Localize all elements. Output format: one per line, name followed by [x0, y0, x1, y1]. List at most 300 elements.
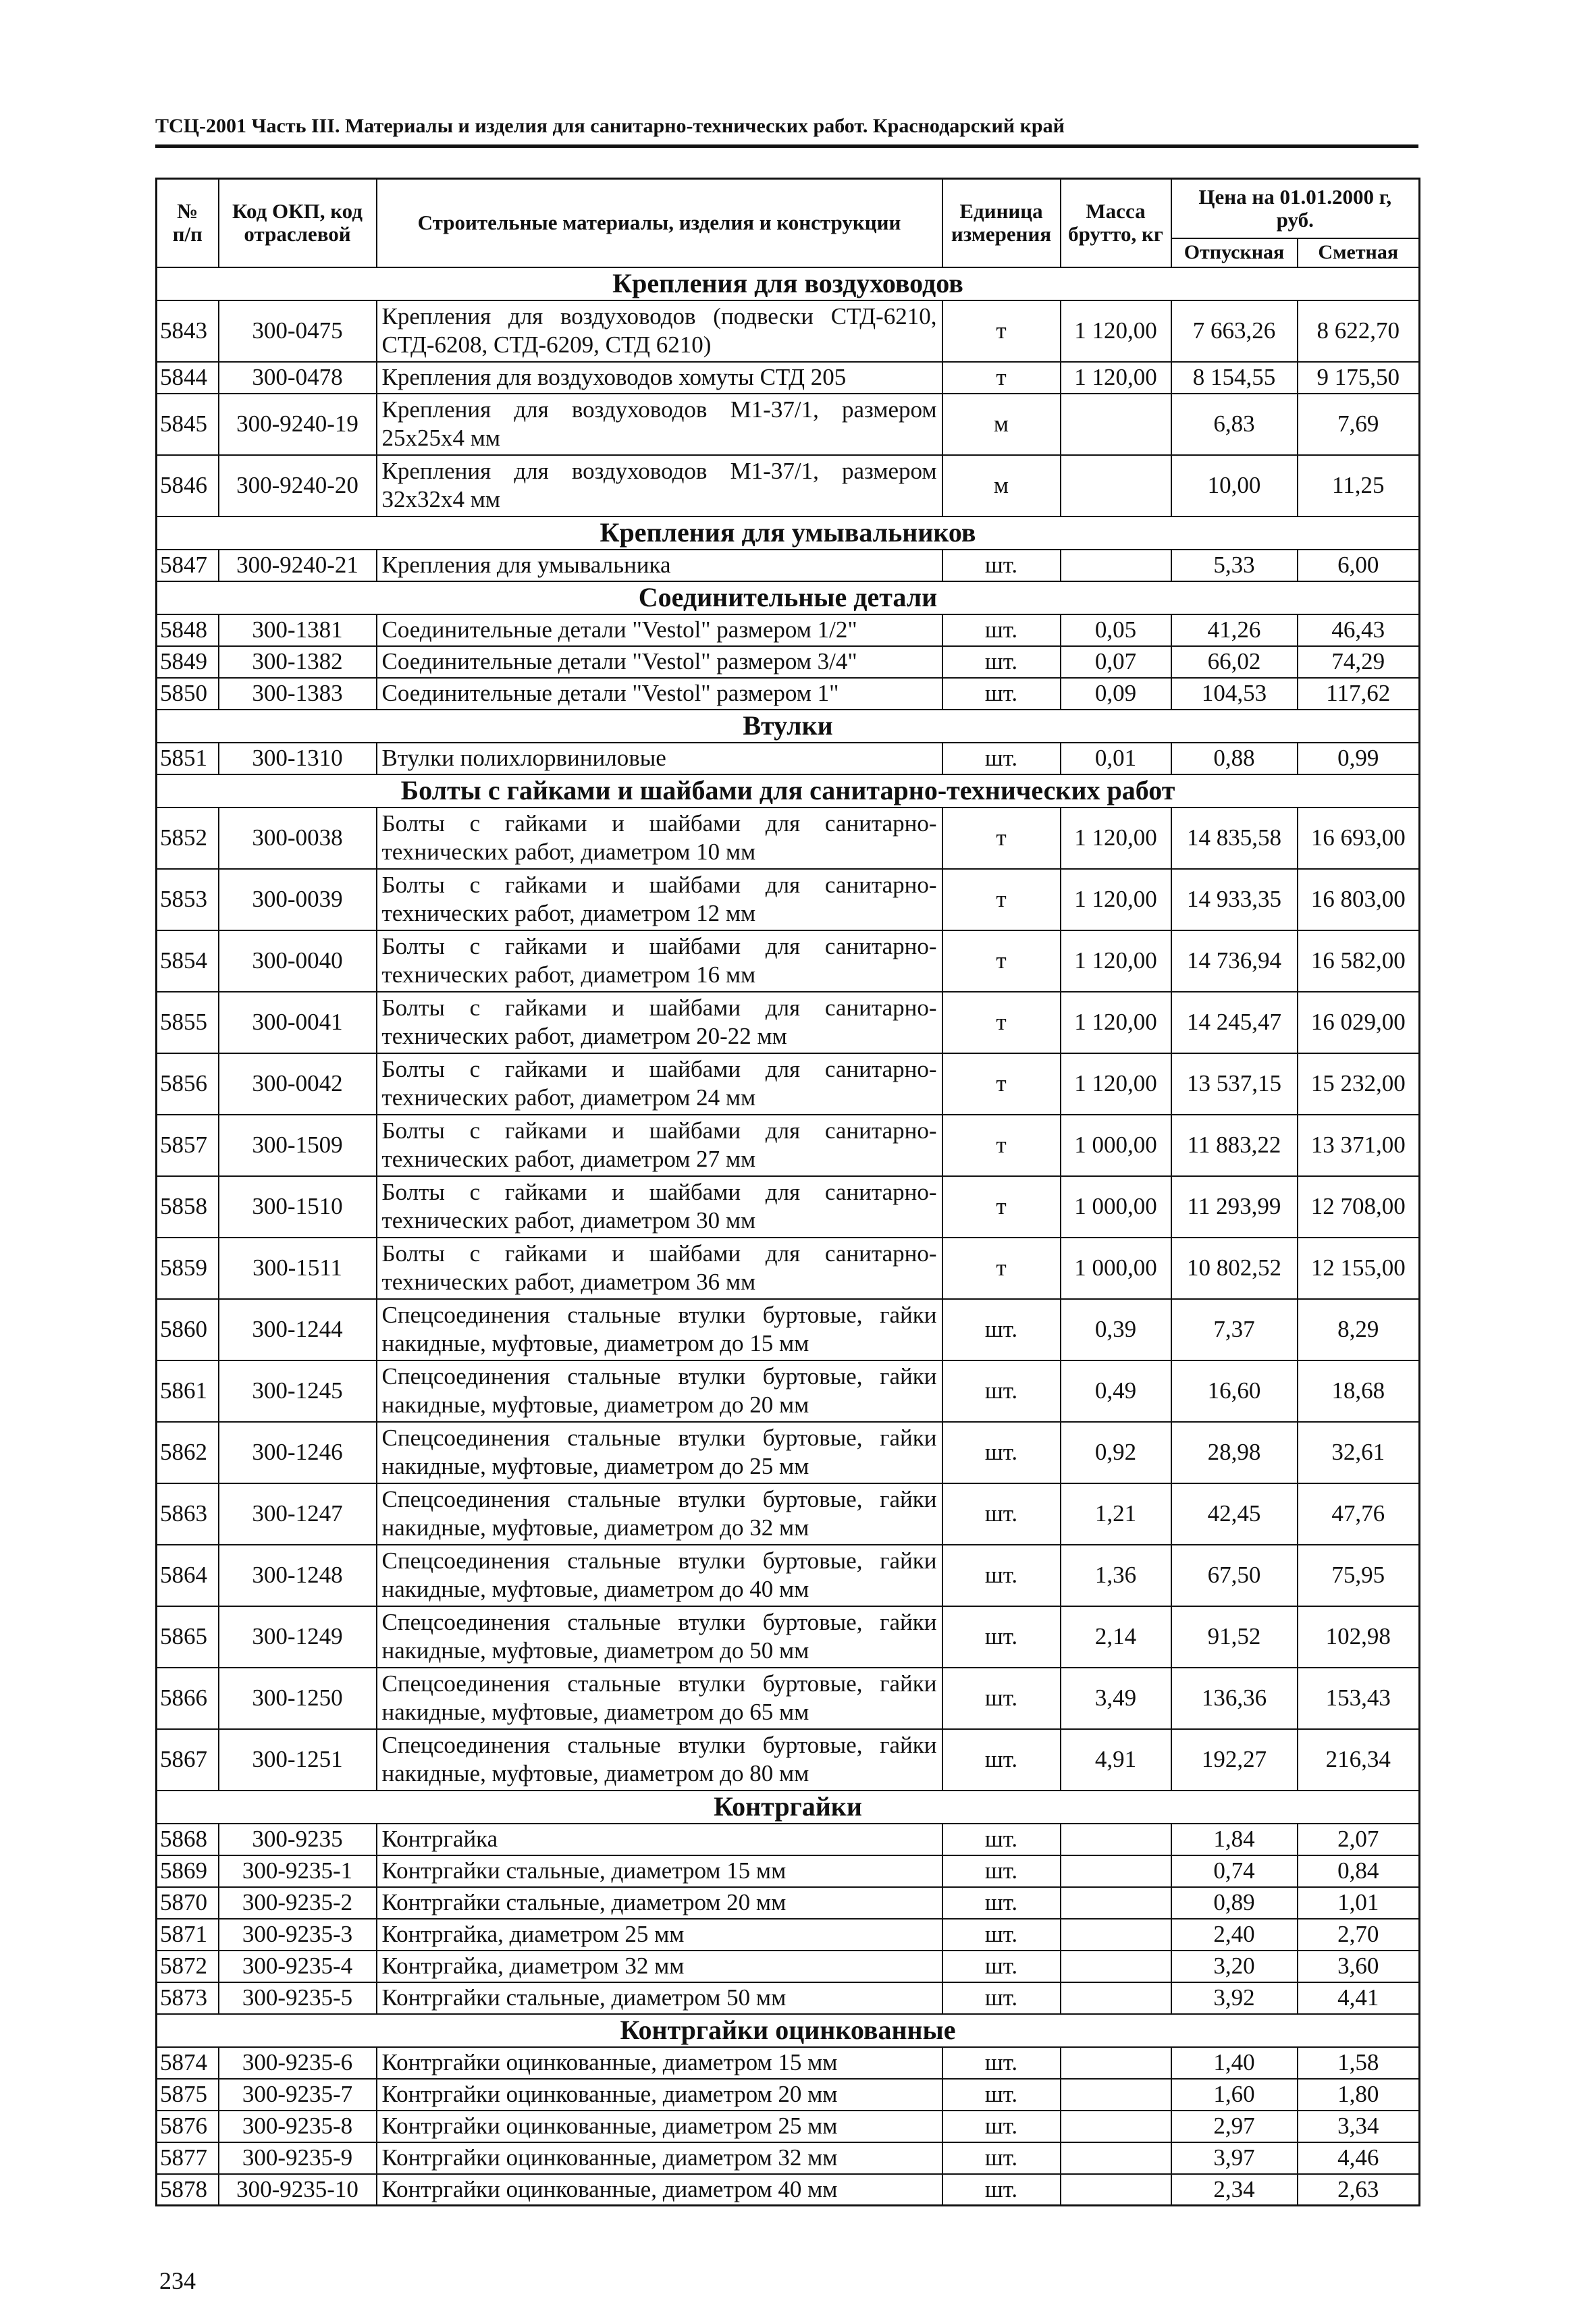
- okp-code: 300-9235-3: [219, 1919, 377, 1951]
- material-name: [377, 1729, 942, 1791]
- okp-code: 300-1383: [219, 678, 377, 710]
- material-name: [377, 455, 942, 517]
- row-number: 5865: [157, 1606, 219, 1668]
- gross-mass: 0,92: [1061, 1422, 1171, 1483]
- material-name-line: Болты с гайками и шайбами для санитарно-: [381, 1240, 937, 1267]
- estimate-price: 8 622,70: [1298, 300, 1420, 362]
- material-name-line: Болты с гайками и шайбами для санитарно-: [381, 933, 937, 959]
- estimate-price: 2,63: [1298, 2174, 1420, 2206]
- section-title: Контргайки оцинкованные: [157, 2014, 1420, 2047]
- row-number: 5849: [157, 646, 219, 678]
- gross-mass: [1061, 1824, 1171, 1855]
- estimate-price: 32,61: [1298, 1422, 1420, 1483]
- table-row: [157, 455, 1420, 517]
- material-name-line: Контргайки стальные, диаметром 20 мм: [381, 1889, 787, 1915]
- row-number: 5861: [157, 1360, 219, 1422]
- material-name-line: технических работ, диаметром 16 мм: [381, 961, 756, 988]
- unit-of-measure: т: [942, 1238, 1061, 1299]
- row-number: 5878: [157, 2174, 219, 2206]
- row-number: 5875: [157, 2079, 219, 2111]
- table-row: [157, 2111, 1420, 2142]
- material-name-line: накидные, муфтовые, диаметром до 15 мм: [381, 1330, 809, 1356]
- material-name-line: Соединительные детали "Vestol" размером 1": [381, 680, 839, 706]
- row-number: 5876: [157, 2111, 219, 2142]
- material-name: [377, 362, 942, 394]
- release-price: 7,37: [1171, 1299, 1298, 1360]
- okp-code: 300-1250: [219, 1668, 377, 1729]
- unit-of-measure: шт.: [942, 550, 1061, 581]
- table-row: [157, 1824, 1420, 1855]
- gross-mass: 1 120,00: [1061, 1053, 1171, 1115]
- unit-of-measure: шт.: [942, 743, 1061, 774]
- gross-mass: 3,49: [1061, 1668, 1171, 1729]
- gross-mass: 0,09: [1061, 678, 1171, 710]
- material-name: [377, 678, 942, 710]
- gross-mass: [1061, 2079, 1171, 2111]
- material-name-line: 32х32х4 мм: [381, 486, 501, 512]
- unit-of-measure: шт.: [942, 1855, 1061, 1887]
- material-name-line: Крепления для умывальника: [381, 552, 671, 578]
- estimate-price: 15 232,00: [1298, 1053, 1420, 1115]
- estimate-price: 16 803,00: [1298, 869, 1420, 930]
- release-price: 11 883,22: [1171, 1115, 1298, 1176]
- material-name-line: технических работ, диаметром 27 мм: [381, 1146, 756, 1172]
- material-name-line: накидные, муфтовые, диаметром до 25 мм: [381, 1453, 809, 1479]
- material-name-line: Спецсоединения стальные втулки буртовые, гайки: [381, 1302, 937, 1328]
- okp-code: 300-1244: [219, 1299, 377, 1360]
- material-name-line: Спецсоединения стальные втулки буртовые, гайки: [381, 1363, 937, 1389]
- material-name: [377, 992, 942, 1053]
- release-price: 11 293,99: [1171, 1176, 1298, 1238]
- estimate-price: 16 029,00: [1298, 992, 1420, 1053]
- row-number: 5858: [157, 1176, 219, 1238]
- column-header-line: п/п: [172, 222, 203, 246]
- material-name-line: Крепления для воздуховодов М1-37/1, размером: [381, 458, 937, 484]
- row-number: 5872: [157, 1951, 219, 1982]
- estimate-price: 3,34: [1298, 2111, 1420, 2142]
- header-rule: [155, 144, 1418, 148]
- material-name-line: Болты с гайками и шайбами для санитарно-: [381, 1117, 937, 1144]
- gross-mass: [1061, 1982, 1171, 2014]
- unit-of-measure: т: [942, 869, 1061, 930]
- row-number: 5853: [157, 869, 219, 930]
- estimate-price: 2,70: [1298, 1919, 1420, 1951]
- table-row: [157, 1115, 1420, 1176]
- okp-code: 300-0040: [219, 930, 377, 992]
- unit-of-measure: шт.: [942, 1729, 1061, 1791]
- okp-code: 300-9235-8: [219, 2111, 377, 2142]
- gross-mass: 1,36: [1061, 1545, 1171, 1606]
- material-name: [377, 2142, 942, 2174]
- unit-of-measure: шт.: [942, 1360, 1061, 1422]
- column-header-name: [377, 179, 942, 267]
- okp-code: 300-1245: [219, 1360, 377, 1422]
- unit-of-measure: шт.: [942, 646, 1061, 678]
- column-header-line: измерения: [951, 222, 1052, 246]
- gross-mass: [1061, 2142, 1171, 2174]
- material-name-line: Контргайки оцинкованные, диаметром 32 мм: [381, 2144, 838, 2171]
- gross-mass: 1 120,00: [1061, 300, 1171, 362]
- material-name: [377, 550, 942, 581]
- release-price: 14 933,35: [1171, 869, 1298, 930]
- column-header-line: Цена на 01.01.2000 г,: [1198, 184, 1392, 209]
- row-number: 5874: [157, 2047, 219, 2079]
- release-price: 1,40: [1171, 2047, 1298, 2079]
- okp-code: 300-1249: [219, 1606, 377, 1668]
- gross-mass: [1061, 1887, 1171, 1919]
- estimate-price: 12 708,00: [1298, 1176, 1420, 1238]
- unit-of-measure: шт.: [942, 1606, 1061, 1668]
- material-name: [377, 1053, 942, 1115]
- material-name: [377, 646, 942, 678]
- release-price: 3,97: [1171, 2142, 1298, 2174]
- material-name-line: Спецсоединения стальные втулки буртовые, гайки: [381, 1670, 937, 1697]
- okp-code: 300-0478: [219, 362, 377, 394]
- material-name: [377, 1422, 942, 1483]
- section-header-row: [157, 517, 1420, 550]
- section-title: Крепления для воздуховодов: [157, 267, 1420, 300]
- unit-of-measure: т: [942, 1176, 1061, 1238]
- row-number: 5848: [157, 614, 219, 646]
- estimate-price: 0,99: [1298, 743, 1420, 774]
- material-name: [377, 869, 942, 930]
- estimate-price: 47,76: [1298, 1483, 1420, 1545]
- table-row: [157, 362, 1420, 394]
- estimate-price: 12 155,00: [1298, 1238, 1420, 1299]
- material-name-line: Контргайки оцинкованные, диаметром 40 мм: [381, 2175, 838, 2202]
- okp-code: 300-9235-9: [219, 2142, 377, 2174]
- row-number: 5855: [157, 992, 219, 1053]
- release-price: 7 663,26: [1171, 300, 1298, 362]
- gross-mass: [1061, 2047, 1171, 2079]
- table-row: [157, 614, 1420, 646]
- release-price: 10,00: [1171, 455, 1298, 517]
- gross-mass: 1 120,00: [1061, 930, 1171, 992]
- table-row: [157, 550, 1420, 581]
- section-title: Болты с гайками и шайбами для санитарно-технических работ: [157, 774, 1420, 808]
- estimate-price: 2,07: [1298, 1824, 1420, 1855]
- row-number: 5868: [157, 1824, 219, 1855]
- material-name-line: накидные, муфтовые, диаметром до 40 мм: [381, 1576, 809, 1602]
- gross-mass: 1,21: [1061, 1483, 1171, 1545]
- release-price: 2,40: [1171, 1919, 1298, 1951]
- row-number: 5863: [157, 1483, 219, 1545]
- row-number: 5857: [157, 1115, 219, 1176]
- material-name-line: накидные, муфтовые, диаметром до 32 мм: [381, 1514, 809, 1541]
- estimate-price: 16 582,00: [1298, 930, 1420, 992]
- column-header-line: №: [177, 199, 198, 223]
- material-name-line: Крепления для воздуховодов хомуты СТД 205: [381, 364, 847, 390]
- material-name-line: Контргайка, диаметром 32 мм: [381, 1953, 685, 1979]
- release-price: 66,02: [1171, 646, 1298, 678]
- table-row: [157, 394, 1420, 455]
- unit-of-measure: т: [942, 992, 1061, 1053]
- estimate-price: 102,98: [1298, 1606, 1420, 1668]
- table-row: [157, 2079, 1420, 2111]
- material-name: [377, 614, 942, 646]
- row-number: 5859: [157, 1238, 219, 1299]
- column-header-unit: [942, 179, 1061, 267]
- table-row: [157, 1855, 1420, 1887]
- unit-of-measure: шт.: [942, 2079, 1061, 2111]
- material-name-line: технических работ, диаметром 36 мм: [381, 1269, 756, 1295]
- unit-of-measure: м: [942, 394, 1061, 455]
- material-name: [377, 1668, 942, 1729]
- estimate-price: 153,43: [1298, 1668, 1420, 1729]
- unit-of-measure: шт.: [942, 2142, 1061, 2174]
- material-name-line: Контргайки стальные, диаметром 50 мм: [381, 1984, 787, 2011]
- material-name-line: технических работ, диаметром 24 мм: [381, 1084, 756, 1111]
- table-row: [157, 743, 1420, 774]
- section-title: Контргайки: [157, 1791, 1420, 1824]
- material-name-line: Крепления для воздуховодов М1-37/1, размером: [381, 396, 937, 423]
- okp-code: 300-9235-5: [219, 1982, 377, 2014]
- table-row: [157, 1887, 1420, 1919]
- document-header: ТСЦ-2001 Часть III. Материалы и изделия для санитарно-технических работ. Краснодарский край: [155, 115, 1065, 137]
- table-header: [157, 179, 1420, 267]
- estimate-price: 3,60: [1298, 1951, 1420, 1982]
- okp-code: 300-9235-2: [219, 1887, 377, 1919]
- section-title: Втулки: [157, 710, 1420, 743]
- release-price: 28,98: [1171, 1422, 1298, 1483]
- table-row: [157, 1176, 1420, 1238]
- row-number: 5856: [157, 1053, 219, 1115]
- price-table: [155, 178, 1420, 2206]
- release-price: 5,33: [1171, 550, 1298, 581]
- unit-of-measure: т: [942, 808, 1061, 869]
- column-header-line: Код ОКП, код: [232, 199, 363, 223]
- column-header-price: [1171, 179, 1420, 238]
- unit-of-measure: шт.: [942, 678, 1061, 710]
- okp-code: 300-1511: [219, 1238, 377, 1299]
- release-price: 104,53: [1171, 678, 1298, 710]
- unit-of-measure: шт.: [942, 1299, 1061, 1360]
- material-name: [377, 1855, 942, 1887]
- estimate-price: 0,84: [1298, 1855, 1420, 1887]
- gross-mass: 1 120,00: [1061, 808, 1171, 869]
- estimate-price: 4,46: [1298, 2142, 1420, 2174]
- column-header-estimate-price: Сметная: [1298, 238, 1420, 267]
- row-number: 5862: [157, 1422, 219, 1483]
- release-price: 42,45: [1171, 1483, 1298, 1545]
- okp-code: 300-0475: [219, 300, 377, 362]
- estimate-price: 11,25: [1298, 455, 1420, 517]
- section-header-row: [157, 1791, 1420, 1824]
- estimate-price: 6,00: [1298, 550, 1420, 581]
- table-row: [157, 1545, 1420, 1606]
- material-name-line: Спецсоединения стальные втулки буртовые, гайки: [381, 1425, 937, 1451]
- release-price: 67,50: [1171, 1545, 1298, 1606]
- okp-code: 300-9240-20: [219, 455, 377, 517]
- row-number: 5851: [157, 743, 219, 774]
- okp-code: 300-0042: [219, 1053, 377, 1115]
- column-header-number: [157, 179, 219, 267]
- gross-mass: 2,14: [1061, 1606, 1171, 1668]
- estimate-price: 8,29: [1298, 1299, 1420, 1360]
- material-name-line: Соединительные детали "Vestol" размером 1/2": [381, 616, 857, 643]
- okp-code: 300-1246: [219, 1422, 377, 1483]
- table-row: [157, 1053, 1420, 1115]
- gross-mass: 1 000,00: [1061, 1176, 1171, 1238]
- gross-mass: 0,07: [1061, 646, 1171, 678]
- material-name-line: технических работ, диаметром 30 мм: [381, 1207, 756, 1234]
- release-price: 2,97: [1171, 2111, 1298, 2142]
- gross-mass: 0,01: [1061, 743, 1171, 774]
- okp-code: 300-9240-19: [219, 394, 377, 455]
- gross-mass: [1061, 455, 1171, 517]
- row-number: 5873: [157, 1982, 219, 2014]
- release-price: 1,84: [1171, 1824, 1298, 1855]
- okp-code: 300-9235-6: [219, 2047, 377, 2079]
- okp-code: 300-1509: [219, 1115, 377, 1176]
- material-name: [377, 1951, 942, 1982]
- table-row: [157, 1951, 1420, 1982]
- unit-of-measure: шт.: [942, 1824, 1061, 1855]
- okp-code: 300-1251: [219, 1729, 377, 1791]
- material-name-line: Контргайки стальные, диаметром 15 мм: [381, 1857, 787, 1884]
- material-name-line: Болты с гайками и шайбами для санитарно-: [381, 810, 937, 837]
- okp-code: 300-0041: [219, 992, 377, 1053]
- release-price: 14 835,58: [1171, 808, 1298, 869]
- okp-code: 300-1248: [219, 1545, 377, 1606]
- material-name: [377, 1360, 942, 1422]
- material-name: [377, 2111, 942, 2142]
- release-price: 10 802,52: [1171, 1238, 1298, 1299]
- material-name: [377, 1982, 942, 2014]
- section-header-row: [157, 581, 1420, 614]
- section-title: Соединительные детали: [157, 581, 1420, 614]
- okp-code: 300-1310: [219, 743, 377, 774]
- release-price: 0,89: [1171, 1887, 1298, 1919]
- page-number: 234: [159, 2267, 196, 2294]
- table-body: [157, 267, 1420, 2206]
- material-name: [377, 1299, 942, 1360]
- table-row: [157, 2174, 1420, 2206]
- row-number: 5850: [157, 678, 219, 710]
- table-row: [157, 869, 1420, 930]
- unit-of-measure: м: [942, 455, 1061, 517]
- material-name-line: Болты с гайками и шайбами для санитарно-: [381, 1179, 937, 1205]
- material-name-line: Спецсоединения стальные втулки буртовые, гайки: [381, 1732, 937, 1758]
- unit-of-measure: шт.: [942, 1887, 1061, 1919]
- release-price: 192,27: [1171, 1729, 1298, 1791]
- unit-of-measure: т: [942, 1053, 1061, 1115]
- material-name-line: технических работ, диаметром 10 мм: [381, 839, 756, 865]
- section-header-row: [157, 267, 1420, 300]
- material-name-line: Соединительные детали "Vestol" размером 3/4": [381, 648, 857, 674]
- table-row: [157, 1919, 1420, 1951]
- estimate-price: 75,95: [1298, 1545, 1420, 1606]
- gross-mass: [1061, 394, 1171, 455]
- row-number: 5860: [157, 1299, 219, 1360]
- table-row: [157, 1299, 1420, 1360]
- gross-mass: 1 120,00: [1061, 869, 1171, 930]
- row-number: 5843: [157, 300, 219, 362]
- gross-mass: [1061, 1855, 1171, 1887]
- release-price: 14 736,94: [1171, 930, 1298, 992]
- unit-of-measure: шт.: [942, 1951, 1061, 1982]
- release-price: 8 154,55: [1171, 362, 1298, 394]
- gross-mass: 1 000,00: [1061, 1238, 1171, 1299]
- material-name-line: Крепления для воздуховодов (подвески СТД-6210,: [381, 303, 937, 329]
- material-name-line: Спецсоединения стальные втулки буртовые, гайки: [381, 1609, 937, 1635]
- gross-mass: [1061, 2111, 1171, 2142]
- table-row: [157, 1982, 1420, 2014]
- material-name: [377, 1483, 942, 1545]
- okp-code: 300-9235-7: [219, 2079, 377, 2111]
- estimate-price: 74,29: [1298, 646, 1420, 678]
- okp-code: 300-9235-10: [219, 2174, 377, 2206]
- unit-of-measure: шт.: [942, 1483, 1061, 1545]
- estimate-price: 9 175,50: [1298, 362, 1420, 394]
- table-row: [157, 1606, 1420, 1668]
- okp-code: 300-9235-1: [219, 1855, 377, 1887]
- row-number: 5852: [157, 808, 219, 869]
- column-header-release-price: Отпускная: [1171, 238, 1298, 267]
- material-name: [377, 743, 942, 774]
- table-row: [157, 1668, 1420, 1729]
- gross-mass: 1 000,00: [1061, 1115, 1171, 1176]
- material-name-line: Болты с гайками и шайбами для санитарно-: [381, 995, 937, 1021]
- material-name-line: Контргайки оцинкованные, диаметром 15 мм: [381, 2049, 838, 2075]
- section-header-row: [157, 710, 1420, 743]
- unit-of-measure: шт.: [942, 614, 1061, 646]
- table-row: [157, 1483, 1420, 1545]
- material-name-line: технических работ, диаметром 12 мм: [381, 900, 756, 926]
- release-price: 41,26: [1171, 614, 1298, 646]
- row-number: 5869: [157, 1855, 219, 1887]
- column-header-line: Строительные материалы, изделия и конструкции: [417, 211, 901, 235]
- material-name-line: Контргайка, диаметром 25 мм: [381, 1921, 685, 1947]
- release-price: 2,34: [1171, 2174, 1298, 2206]
- material-name-line: накидные, муфтовые, диаметром до 50 мм: [381, 1637, 809, 1664]
- estimate-price: 7,69: [1298, 394, 1420, 455]
- material-name: [377, 1824, 942, 1855]
- estimate-price: 1,80: [1298, 2079, 1420, 2111]
- unit-of-measure: т: [942, 1115, 1061, 1176]
- okp-code: 300-0038: [219, 808, 377, 869]
- row-number: 5866: [157, 1668, 219, 1729]
- material-name: [377, 2079, 942, 2111]
- release-price: 13 537,15: [1171, 1053, 1298, 1115]
- material-name-line: Спецсоединения стальные втулки буртовые, гайки: [381, 1547, 937, 1574]
- release-price: 91,52: [1171, 1606, 1298, 1668]
- table-row: [157, 300, 1420, 362]
- row-number: 5864: [157, 1545, 219, 1606]
- row-number: 5870: [157, 1887, 219, 1919]
- release-price: 136,36: [1171, 1668, 1298, 1729]
- column-header-line: руб.: [1276, 207, 1314, 232]
- material-name: [377, 930, 942, 992]
- estimate-price: 16 693,00: [1298, 808, 1420, 869]
- material-name: [377, 2047, 942, 2079]
- material-name-line: Контргайки оцинкованные, диаметром 25 мм: [381, 2113, 838, 2139]
- material-name: [377, 808, 942, 869]
- okp-code: 300-1247: [219, 1483, 377, 1545]
- material-name-line: накидные, муфтовые, диаметром до 20 мм: [381, 1392, 809, 1418]
- column-header-line: Масса: [1086, 199, 1146, 223]
- gross-mass: 0,39: [1061, 1299, 1171, 1360]
- column-header-line: брутто, кг: [1068, 222, 1163, 246]
- gross-mass: [1061, 1919, 1171, 1951]
- okp-code: 300-9235: [219, 1824, 377, 1855]
- release-price: 0,88: [1171, 743, 1298, 774]
- release-price: 16,60: [1171, 1360, 1298, 1422]
- estimate-price: 18,68: [1298, 1360, 1420, 1422]
- okp-code: 300-1510: [219, 1176, 377, 1238]
- release-price: 0,74: [1171, 1855, 1298, 1887]
- estimate-price: 117,62: [1298, 678, 1420, 710]
